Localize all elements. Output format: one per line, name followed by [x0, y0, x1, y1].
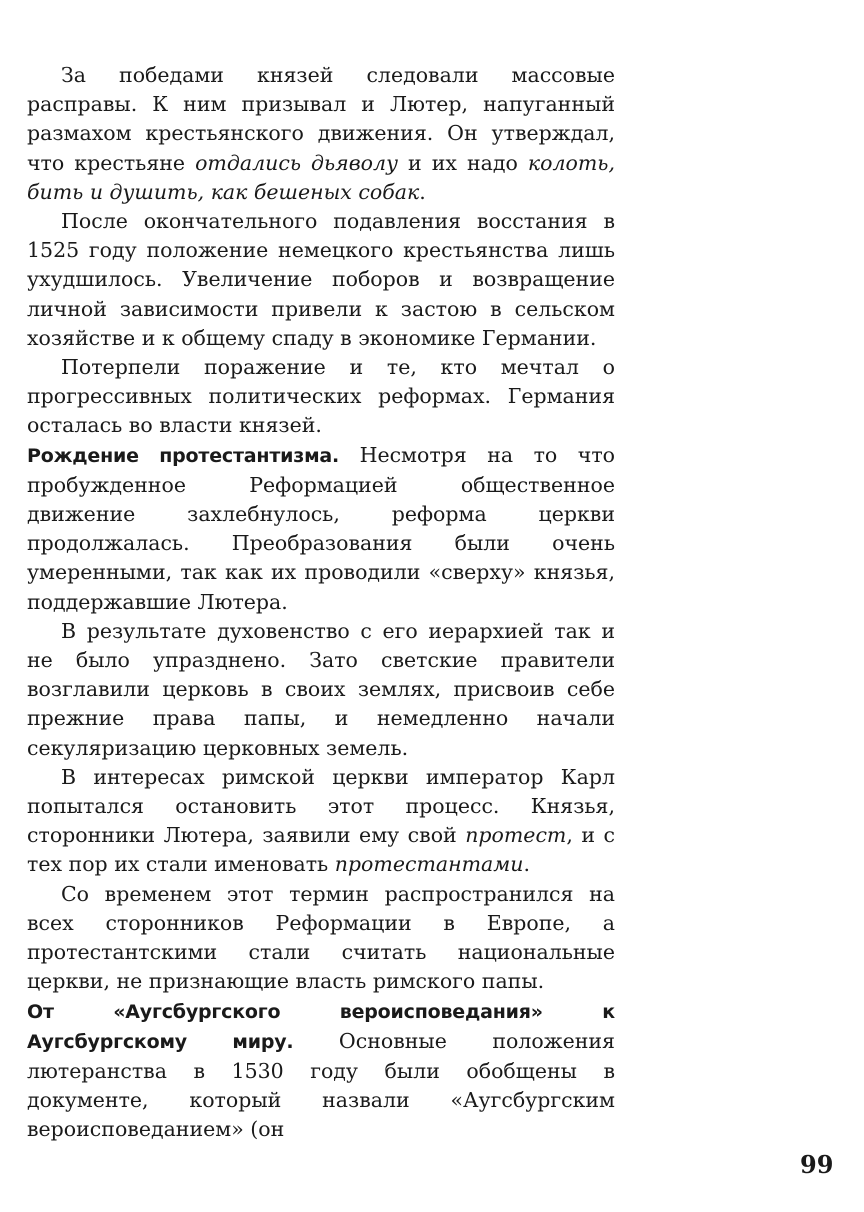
text-run: В результате духовенство с его иерархией так и не было упразднено. Зато светские правители возглавили церковь в своих землях, присвоив себе прежние права папы, и немедленно начали секуляризацию церковных земель.	[27, 618, 615, 760]
paragraph	[27, 353, 615, 441]
text-run: .	[419, 179, 426, 204]
section-heading: Рождение протестантизма.	[27, 444, 340, 467]
paragraph	[27, 207, 615, 353]
text-run: и их надо	[397, 150, 528, 175]
text-run: За победами князей следовали массовые расправы. К ним призывал и Лютер, напуганный размахом крестьянского движения. Он утверждал, что крестьяне	[27, 63, 615, 175]
paragraph	[27, 997, 615, 1145]
page-number: 99	[800, 1150, 834, 1179]
paragraph	[27, 441, 615, 617]
text-run: , и с тех пор их стали именовать	[27, 823, 616, 877]
body-text	[27, 61, 615, 1145]
text-run: Несмотря на то что пробужденное Реформацией общественное движение захлебнулось, реформа церкви продолжалась. Преобразования были очень умеренными, так как их проводили «сверху» князья, поддержавшие Лютера.	[27, 442, 615, 614]
paragraph	[27, 617, 615, 763]
italic-phrase: отдались дьяволу	[195, 150, 398, 175]
text-run: В интересах римской церкви император Карл попытался остановить этот процесс. Князья, сторонники Лютера, заявили ему свой	[27, 764, 615, 848]
text-run: Основные положения лютеранства в 1530 году были обобщены в документе, который назвали «Аугсбургским вероисповеданием» (он	[27, 1028, 615, 1142]
text-run: После окончательного подавления восстания в 1525 году положение немецкого крестьянства лишь ухудшилось. Увеличение поборов и возвращение личной зависимости привели к застою в сельском хозяйстве и к общему спаду в экономике Германии.	[27, 209, 615, 350]
text-run: Со временем этот термин распространился на всех сторонников Реформации в Европе, а протестантскими стали считать национальные церкви, не признающие власть римского папы.	[27, 881, 615, 994]
text-run: .	[523, 852, 530, 877]
italic-phrase: колоть, бить и душить, как бешеных собак	[27, 150, 615, 204]
paragraph	[27, 61, 615, 207]
italic-phrase: протестантами	[334, 852, 524, 877]
section-heading: От «Аугсбургского вероисповедания» к Аугсбургскому миру.	[27, 1000, 615, 1053]
paragraph	[27, 763, 615, 880]
paragraph	[27, 880, 615, 997]
text-run: Потерпели поражение и те, кто мечтал о прогрессивных политических реформах. Германия осталась во власти князей.	[27, 355, 615, 438]
italic-phrase: протест	[465, 823, 567, 848]
